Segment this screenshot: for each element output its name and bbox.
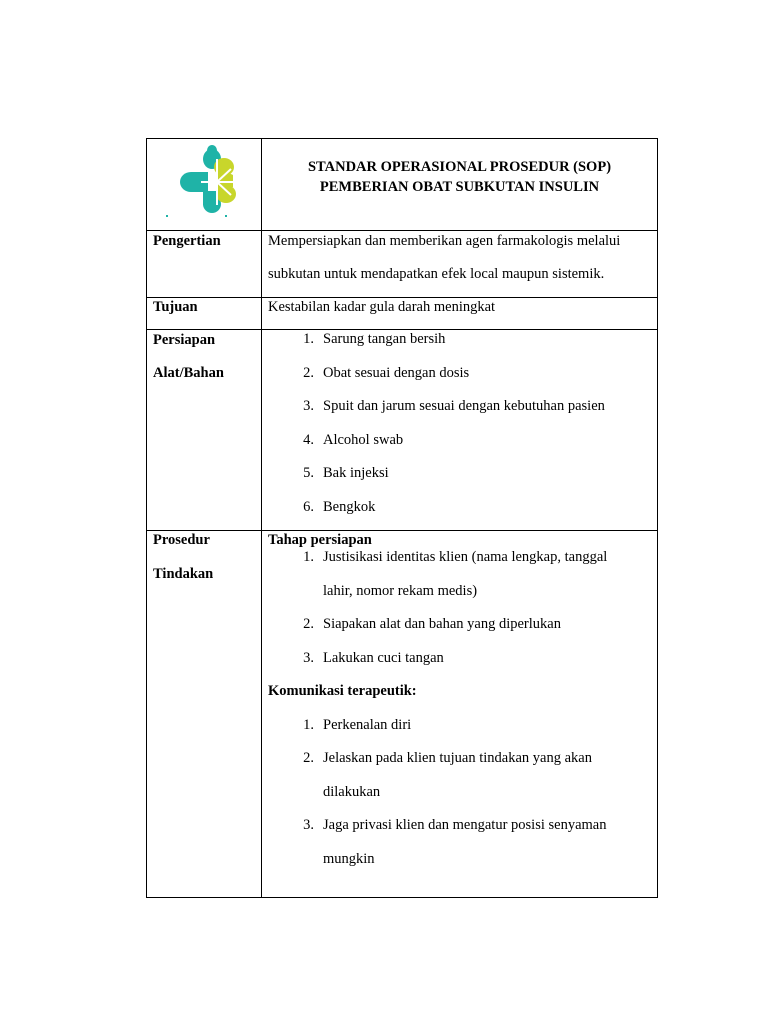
list-text: Bak injeksi [323, 465, 389, 481]
list-number: 1. [303, 716, 314, 733]
list-text [323, 709, 657, 743]
list-text-line2: mungkin [323, 850, 375, 867]
list-text [323, 742, 657, 809]
persiapan-label-line1: Persiapan [153, 332, 216, 348]
list-item [268, 809, 657, 876]
list-item [268, 357, 657, 391]
persiapan-row [147, 330, 658, 531]
prosedur-row [147, 531, 658, 898]
list-item [268, 541, 657, 608]
list-text-line2: dilakukan [323, 783, 381, 800]
komunikasi-list [268, 709, 657, 877]
list-item [268, 491, 657, 525]
pengertian-label-cell [147, 231, 262, 298]
list-item [268, 390, 657, 424]
list-number: 3. [303, 817, 314, 833]
list-number: 1. [303, 549, 314, 565]
list-item [268, 608, 657, 642]
tahap-persiapan-list [268, 541, 657, 675]
list-number: 2. [303, 616, 314, 632]
list-item [268, 457, 657, 491]
list-number: 3. [303, 649, 314, 666]
sop-table [146, 138, 658, 898]
prosedur-label-line1: Prosedur [153, 532, 210, 548]
list-item [268, 323, 657, 357]
pengertian-label: Pengertian [153, 233, 221, 249]
list-text: Obat sesuai dengan dosis [323, 364, 470, 381]
prosedur-label-line2: Tindakan [153, 566, 214, 582]
list-text-line1: Perkenalan diri [323, 716, 412, 733]
komunikasi-title: Komunikasi terapeutik: [268, 683, 417, 699]
logo-cell [147, 139, 262, 231]
title-cell [262, 139, 658, 231]
pengertian-row [147, 231, 658, 298]
list-text [323, 608, 657, 642]
persiapan-list [268, 323, 657, 524]
header-row [147, 139, 658, 231]
tujuan-text: Kestabilan kadar gula darah meningkat [268, 299, 496, 315]
list-text-line1: Jelaskan pada klien tujuan tindakan yang akan [323, 750, 592, 766]
sop-title-line1: STANDAR OPERASIONAL PROSEDUR (SOP) [307, 159, 612, 175]
list-item [268, 709, 657, 743]
tujuan-label: Tujuan [153, 299, 198, 315]
list-item [268, 424, 657, 458]
list-number: 2. [303, 364, 314, 381]
prosedur-content [262, 531, 658, 898]
list-number: 4. [303, 431, 314, 448]
persiapan-content [262, 330, 658, 531]
tahap-persiapan-title: Tahap persiapan [268, 532, 372, 548]
list-item [268, 642, 657, 676]
prosedur-label-cell [147, 531, 262, 898]
persiapan-label-cell [147, 330, 262, 531]
list-number: 6. [303, 498, 314, 515]
kemenkes-logo [161, 141, 243, 217]
list-text [323, 642, 657, 676]
list-item [268, 742, 657, 809]
pengertian-line2: subkutan untuk mendapatkan efek local maupun sistemik. [268, 266, 605, 282]
pengertian-line1: Mempersiapkan dan memberikan agen farmakologis melalui [268, 233, 621, 249]
sop-title-line2: PEMBERIAN OBAT SUBKUTAN INSULIN [319, 179, 600, 195]
list-text [323, 809, 657, 876]
list-text: Alcohol swab [323, 431, 404, 448]
list-text-line1: Lakukan cuci tangan [323, 649, 444, 666]
persiapan-label-line2: Alat/Bahan [153, 365, 224, 381]
list-text-line1: Siapakan alat dan bahan yang diperlukan [323, 616, 561, 632]
list-number: 5. [303, 465, 314, 481]
list-text: Spuit dan jarum sesuai dengan kebutuhan pasien [323, 398, 605, 414]
list-number: 3. [303, 398, 314, 414]
list-text-line1: Justisikasi identitas klien (nama lengkap, tanggal [323, 549, 608, 565]
tujuan-label-cell [147, 298, 262, 330]
list-text: Bengkok [323, 498, 376, 515]
list-text-line2: lahir, nomor rekam medis) [323, 582, 478, 599]
list-number: 2. [303, 750, 314, 766]
list-number: 1. [303, 331, 314, 347]
list-text-line1: Jaga privasi klien dan mengatur posisi senyaman [323, 817, 607, 833]
pengertian-content [262, 231, 658, 298]
list-text: Sarung tangan bersih [323, 331, 446, 347]
list-text [323, 541, 657, 608]
